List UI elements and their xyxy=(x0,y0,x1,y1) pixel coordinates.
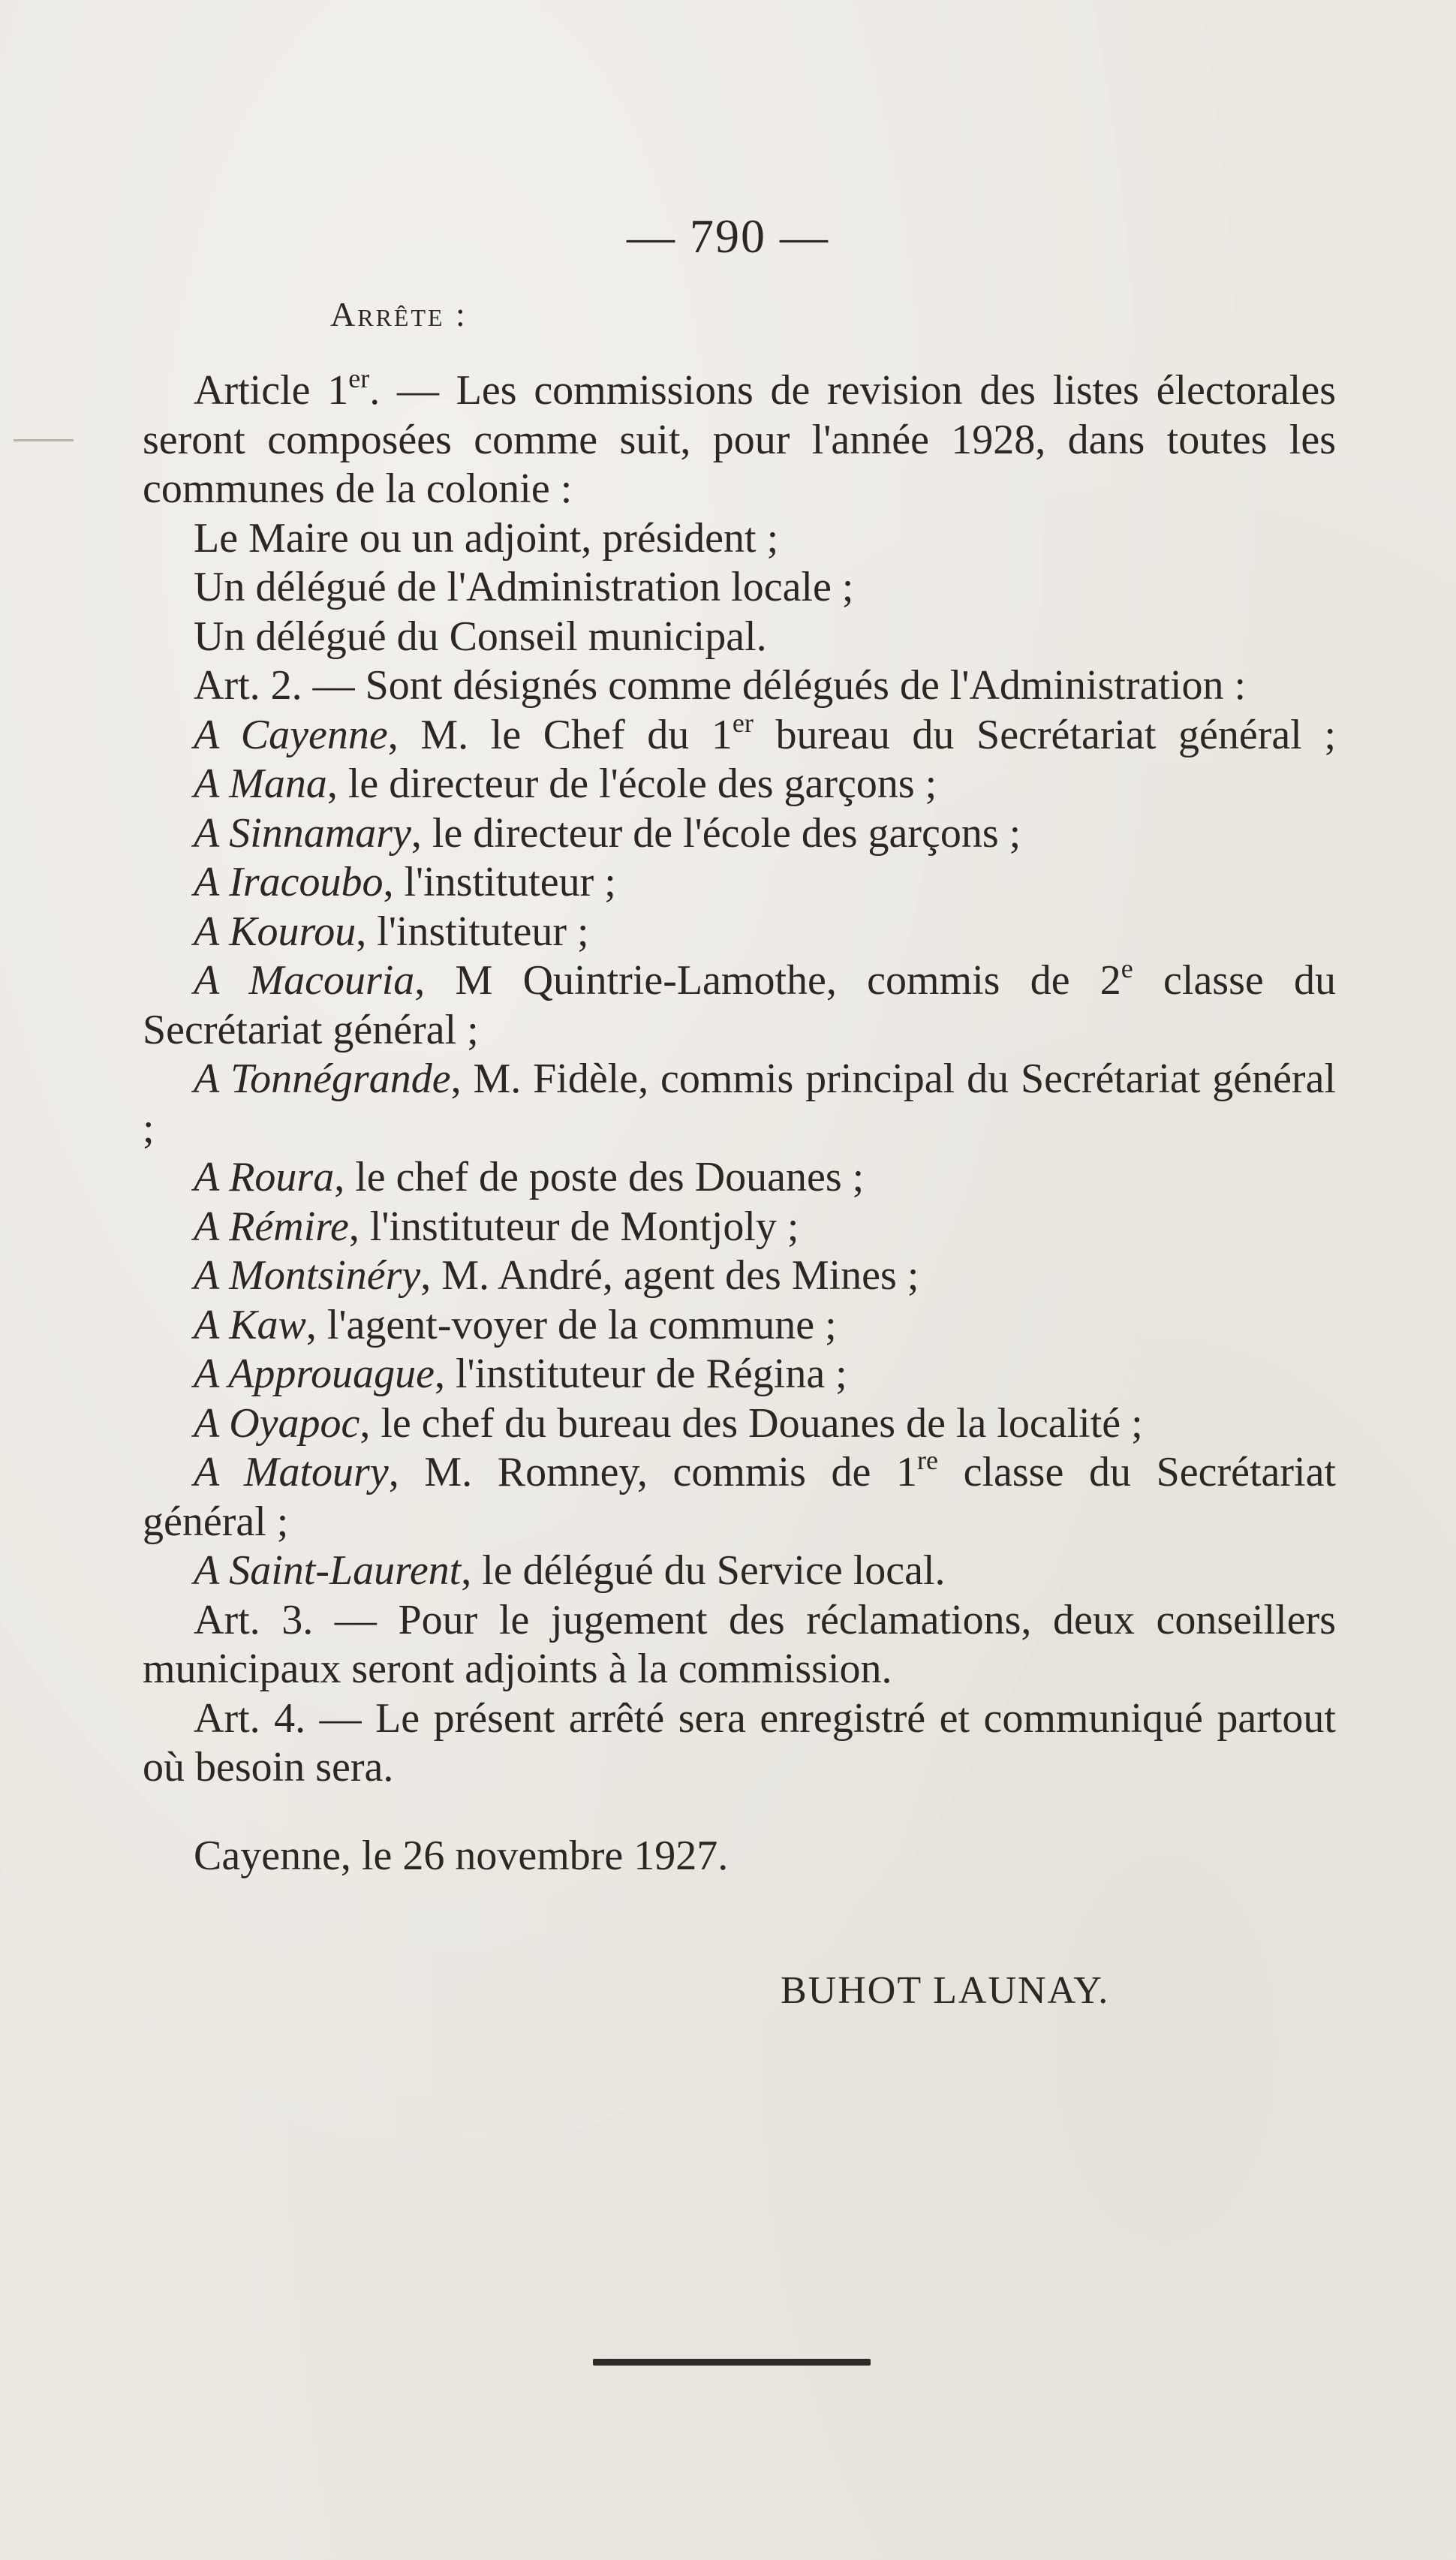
delegate-entry xyxy=(143,809,1336,859)
place-name: A Oyapoc xyxy=(194,1399,360,1447)
text-segment: Le Maire ou un adjoint, président ; xyxy=(194,514,779,562)
text-segment: classe du Secrétariat général ; xyxy=(143,957,1336,1053)
text-segment: , M Quintrie-Lamothe, commis de 2 xyxy=(414,957,1121,1004)
page-number: — 790 — xyxy=(627,209,829,263)
place-name: A Saint-Laurent xyxy=(194,1547,462,1594)
text-segment: , l'agent-voyer de la commune ; xyxy=(305,1301,837,1348)
text-segment: Article 1 xyxy=(194,367,349,414)
place-name: A Macouria xyxy=(194,957,415,1004)
delegate-entry xyxy=(143,1399,1336,1449)
superscript: er xyxy=(732,707,754,738)
composition-item xyxy=(143,613,1336,662)
text-segment: , M. Fidèle, commis principal du Secrétariat général ; xyxy=(143,1056,1336,1152)
superscript: re xyxy=(917,1445,938,1475)
text-segment: , le délégué du Service local. xyxy=(461,1547,946,1594)
superscript: e xyxy=(1121,953,1133,983)
text-segment: classe du Secrétariat général ; xyxy=(143,1449,1336,1545)
delegate-entry xyxy=(143,760,1336,809)
delegate-entry xyxy=(143,1301,1336,1351)
delegate-entry xyxy=(143,1055,1336,1153)
text-segment: . — Les commissions de revision des listes électorales seront composées comme suit, pour l'année 1928, dans toutes les communes de la colonie : xyxy=(143,367,1336,512)
delegate-entry xyxy=(143,1547,1336,1596)
text-segment: Un délégué du Conseil municipal. xyxy=(194,613,767,660)
closing-rule xyxy=(593,2359,871,2366)
delegate-entry xyxy=(143,858,1336,908)
delegate-entry xyxy=(143,1203,1336,1252)
date-line: Cayenne, le 26 novembre 1927. xyxy=(194,1832,729,1879)
text-segment: , l'instituteur de Régina ; xyxy=(434,1351,847,1397)
text-segment: Art. 4. — Le présent arrêté sera enregistré et communiqué partout où besoin sera. xyxy=(143,1694,1336,1790)
article-2-text xyxy=(143,661,1336,711)
place-name: A Matoury xyxy=(194,1449,389,1495)
place-name: A Kaw xyxy=(194,1301,306,1348)
delegate-entry xyxy=(143,1153,1336,1203)
place-name: A Kourou xyxy=(194,908,356,955)
article-1-text xyxy=(143,363,1336,514)
text-segment: , le directeur de l'école des garçons ; xyxy=(411,809,1021,857)
delegate-entry xyxy=(143,908,1336,957)
signature: BUHOT LAUNAY. xyxy=(781,1969,1110,2012)
text-segment: , l'instituteur ; xyxy=(356,908,589,955)
text-segment: , M. Romney, commis de 1 xyxy=(388,1449,917,1495)
article-3-text xyxy=(143,1596,1336,1694)
article-4-text xyxy=(143,1694,1336,1793)
text-segment: , M. André, agent des Mines ; xyxy=(420,1252,919,1299)
delegate-entry xyxy=(143,1350,1336,1399)
text-segment: , M. le Chef du 1 xyxy=(387,711,733,758)
text-segment: , le chef du bureau des Douanes de la localité ; xyxy=(359,1399,1143,1447)
delegate-entry xyxy=(143,707,1336,760)
place-name: A Rémire xyxy=(194,1203,349,1250)
composition-item xyxy=(143,514,1336,564)
place-name: A Tonnégrande xyxy=(194,1056,451,1102)
decree-heading: Arrête : xyxy=(330,295,468,333)
place-name: A Iracoubo xyxy=(194,859,384,905)
text-segment: Art. 2. — Sont désignés comme délégués de l'Administration : xyxy=(194,662,1247,709)
delegate-entry xyxy=(143,1251,1336,1301)
decree-body xyxy=(143,363,1336,1881)
text-segment: Un délégué de l'Administration locale ; xyxy=(194,564,854,610)
delegate-entry xyxy=(143,1445,1336,1547)
composition-item xyxy=(143,563,1336,613)
place-name: A Cayenne xyxy=(194,711,388,758)
text-segment: , l'instituteur de Montjoly ; xyxy=(348,1203,799,1250)
place-name: A Approuague xyxy=(194,1351,435,1397)
text-segment: bureau du Secrétariat général ; xyxy=(753,711,1336,758)
place-name: A Sinnamary xyxy=(194,809,411,857)
text-segment: Art. 3. — Pour le jugement des réclamations, deux conseillers municipaux seront adjoints à la commission. xyxy=(143,1596,1336,1692)
margin-mark xyxy=(14,439,74,441)
superscript: er xyxy=(348,363,370,393)
place-name: A Mana xyxy=(194,760,327,807)
text-segment: , l'instituteur ; xyxy=(383,859,616,905)
place-name: A Roura xyxy=(194,1154,335,1200)
text-segment: , le directeur de l'école des garçons ; xyxy=(326,760,937,807)
text-segment: , le chef de poste des Douanes ; xyxy=(334,1154,865,1200)
place-name: A Montsinéry xyxy=(194,1252,421,1299)
delegate-entry xyxy=(143,953,1336,1055)
